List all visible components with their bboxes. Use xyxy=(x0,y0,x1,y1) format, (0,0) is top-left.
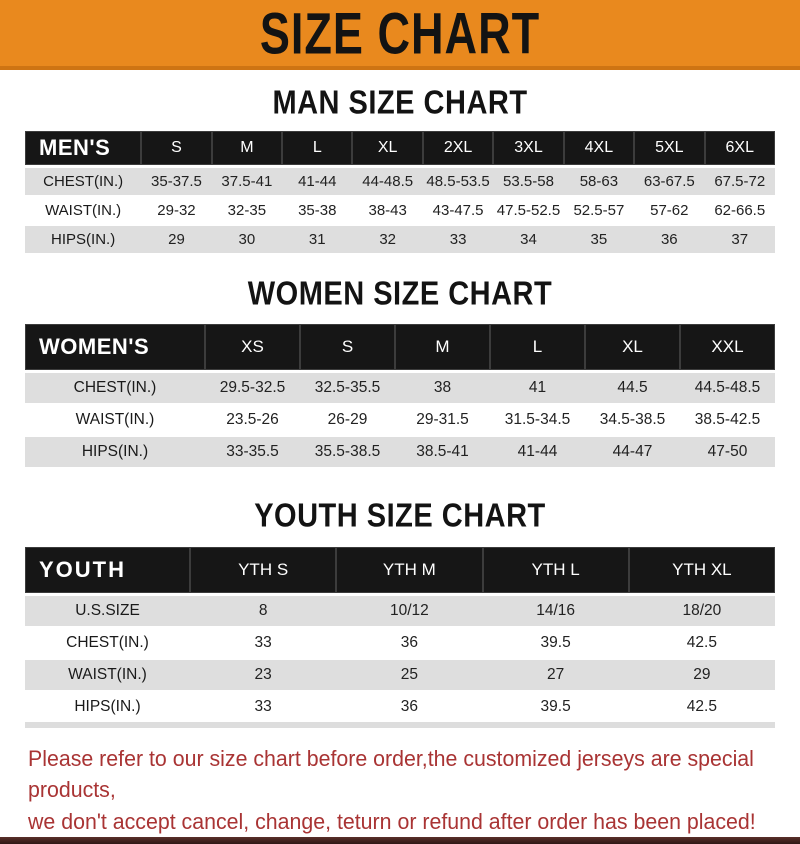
cell-value: 39.5 xyxy=(483,627,629,659)
cell-value: 33 xyxy=(190,627,336,659)
cell-value: 35-37.5 xyxy=(141,167,211,197)
men-table-row xyxy=(25,196,775,225)
women-column-header: XL xyxy=(585,324,680,372)
cell-value: 38.5-41 xyxy=(395,436,490,468)
men-column-header: 3XL xyxy=(493,131,563,167)
cell-value: 37 xyxy=(705,225,776,254)
youth-section-title: YOUTH SIZE CHART xyxy=(254,497,546,535)
cell-value: 44.5-48.5 xyxy=(680,372,775,405)
disclaimer xyxy=(28,743,757,837)
men-column-header: S xyxy=(141,131,211,167)
cell-value: 31.5-34.5 xyxy=(490,404,585,436)
youth-size-table xyxy=(25,547,775,728)
cell-value: 8 xyxy=(190,595,336,628)
cell-value: 33-35.5 xyxy=(205,436,300,468)
cell-value: 48.5-53.5 xyxy=(423,167,493,197)
cell-value: 47-50 xyxy=(680,436,775,468)
women-column-header: XXL xyxy=(680,324,775,372)
size-chart-content xyxy=(0,70,800,728)
cell-value: 35-38 xyxy=(282,196,352,225)
women-table-row xyxy=(25,404,775,436)
youth-column-header: YTH L xyxy=(483,547,629,595)
women-table-row xyxy=(25,436,775,468)
women-column-header: L xyxy=(490,324,585,372)
cell-value: 33 xyxy=(423,225,493,254)
men-column-header: 5XL xyxy=(634,131,704,167)
bottom-border-strip xyxy=(0,837,800,844)
disclaimer-line-2: we don't accept cancel, change, teturn or refund after order has been placed! xyxy=(28,808,756,834)
cell-value: 29 xyxy=(629,659,775,691)
women-corner-label: WOMEN'S xyxy=(25,324,205,372)
row-label: HIPS(IN.) xyxy=(25,436,205,468)
men-column-header: L xyxy=(282,131,352,167)
cell-value: 67.5-72 xyxy=(705,167,776,197)
cell-value: 35.5-38.5 xyxy=(300,436,395,468)
men-column-header: M xyxy=(212,131,282,167)
men-section-title: MAN SIZE CHART xyxy=(272,84,528,122)
cell-value: 41-44 xyxy=(490,436,585,468)
cell-value: 29-31.5 xyxy=(395,404,490,436)
men-table-row xyxy=(25,225,775,254)
youth-column-header: YTH M xyxy=(336,547,482,595)
cell-value: 23 xyxy=(190,659,336,691)
cell-value: 38-43 xyxy=(352,196,422,225)
cell-value: 27 xyxy=(483,659,629,691)
youth-header-row xyxy=(25,547,775,595)
cell-value: 53.5-58 xyxy=(493,167,563,197)
cell-value: 32 xyxy=(352,225,422,254)
women-table-row xyxy=(25,372,775,405)
cell-value: 37.5-41 xyxy=(212,167,282,197)
youth-column-header: YTH XL xyxy=(629,547,775,595)
row-label: CHEST(IN.) xyxy=(25,167,141,197)
row-label: WAIST(IN.) xyxy=(25,196,141,225)
cell-value: 47.5-52.5 xyxy=(493,196,563,225)
cell-value: 18/20 xyxy=(629,595,775,628)
cell-value: 44.5 xyxy=(585,372,680,405)
cell-value: 29-32 xyxy=(141,196,211,225)
women-size-table xyxy=(25,324,775,469)
cell-value: 44-48.5 xyxy=(352,167,422,197)
men-size-table xyxy=(25,131,775,255)
cell-value: 30 xyxy=(212,225,282,254)
women-column-header: M xyxy=(395,324,490,372)
youth-table-row xyxy=(25,659,775,691)
cell-value: 41-44 xyxy=(282,167,352,197)
men-column-header: 6XL xyxy=(705,131,776,167)
cell-value: 42.5 xyxy=(629,627,775,659)
youth-corner-label: YOUTH xyxy=(25,547,190,595)
cell-value: 29.5-32.5 xyxy=(205,372,300,405)
section-youth xyxy=(0,497,800,728)
youth-column-header: YTH S xyxy=(190,547,336,595)
cell-value: 10/12 xyxy=(336,595,482,628)
cell-value: 57-62 xyxy=(634,196,704,225)
men-column-header: 2XL xyxy=(423,131,493,167)
row-label: HIPS(IN.) xyxy=(25,225,141,254)
cell-value: 14/16 xyxy=(483,595,629,628)
youth-table-row xyxy=(25,691,775,725)
row-label: WAIST(IN.) xyxy=(25,404,205,436)
row-label: CHEST(IN.) xyxy=(25,627,190,659)
cell-value: 34 xyxy=(493,225,563,254)
cell-value: 38 xyxy=(395,372,490,405)
women-section-title: WOMEN SIZE CHART xyxy=(247,275,553,313)
cell-value: 35 xyxy=(564,225,634,254)
cell-value: 36 xyxy=(634,225,704,254)
disclaimer-line-1: Please refer to our size chart before order,the customized jerseys are special products, xyxy=(28,746,754,803)
cell-value: 23.5-26 xyxy=(205,404,300,436)
cell-value: 36 xyxy=(336,627,482,659)
women-column-header: S xyxy=(300,324,395,372)
cell-value: 34.5-38.5 xyxy=(585,404,680,436)
row-label: HIPS(IN.) xyxy=(25,691,190,725)
cell-value: 39.5 xyxy=(483,691,629,725)
cell-value: 36 xyxy=(336,691,482,725)
section-women xyxy=(0,275,800,469)
cell-value: 31 xyxy=(282,225,352,254)
cell-value: 25 xyxy=(336,659,482,691)
cell-value: 41 xyxy=(490,372,585,405)
cell-value: 52.5-57 xyxy=(564,196,634,225)
cell-value: 32.5-35.5 xyxy=(300,372,395,405)
men-table-row xyxy=(25,167,775,197)
cell-value: 33 xyxy=(190,691,336,725)
men-column-header: 4XL xyxy=(564,131,634,167)
row-label: WAIST(IN.) xyxy=(25,659,190,691)
page-title: SIZE CHART xyxy=(259,0,541,67)
cell-value: 43-47.5 xyxy=(423,196,493,225)
men-corner-label: MEN'S xyxy=(25,131,141,167)
banner xyxy=(0,0,800,70)
cell-value: 44-47 xyxy=(585,436,680,468)
row-label: U.S.SIZE xyxy=(25,595,190,628)
men-header-row xyxy=(25,131,775,167)
women-column-header: XS xyxy=(205,324,300,372)
youth-table-row xyxy=(25,595,775,628)
cell-value: 38.5-42.5 xyxy=(680,404,775,436)
cell-value: 62-66.5 xyxy=(705,196,776,225)
cell-value: 32-35 xyxy=(212,196,282,225)
men-column-header: XL xyxy=(352,131,422,167)
cell-value: 58-63 xyxy=(564,167,634,197)
cell-value: 63-67.5 xyxy=(634,167,704,197)
cell-value: 42.5 xyxy=(629,691,775,725)
cell-value: 26-29 xyxy=(300,404,395,436)
section-men xyxy=(0,84,800,255)
youth-table-row xyxy=(25,627,775,659)
women-header-row xyxy=(25,324,775,372)
cell-value: 29 xyxy=(141,225,211,254)
row-label: CHEST(IN.) xyxy=(25,372,205,405)
